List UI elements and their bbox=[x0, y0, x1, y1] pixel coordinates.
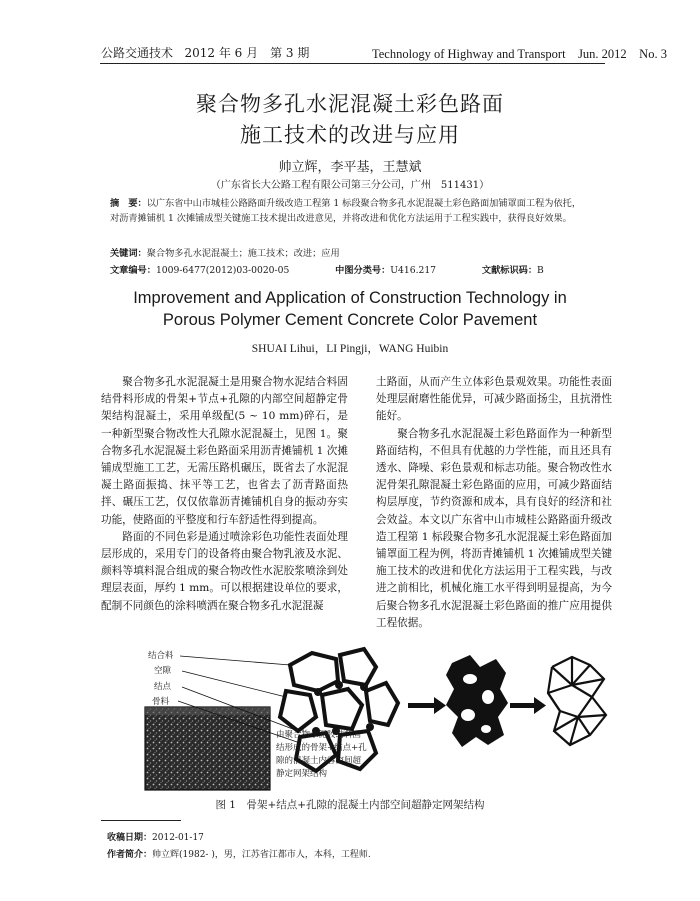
author-bio-value: 帅立辉(1982- )，男，江苏省江都市人，本科，工程师. bbox=[152, 850, 371, 860]
title-en-line2: Porous Polymer Cement Concrete Color Pavement bbox=[162, 311, 538, 329]
running-header-right bbox=[372, 44, 667, 62]
affiliation-cn: （广东省长大公路工程有限公司第三分公司，广州 511431） bbox=[210, 180, 490, 191]
figure-label-binder: 结合料 bbox=[148, 651, 174, 661]
body-left-paragraph-1: 聚合物多孔水泥混凝土是用聚合物水泥结合料固结骨料形成的骨架+节点+孔隙的内部空间超静定骨架结构混凝土，采用单级配(5 ~ 10 mm)碎石，是一种新型聚合物改性大孔隙水泥混凝土，见图 1。聚合物多孔水泥混凝土彩色路面采用沥青摊铺机 1 次摊铺成型施工工艺，无需压路机碾压，既省去了水泥混凝土路面振捣、抹平等工艺，也省去了沥青路面热拌、碾压工艺，仅仅依靠沥青摊铺机自身的振动夯实功能，使路面的平整度和行车舒适性得到提高。 bbox=[101, 376, 348, 526]
journal-name-cn: 公路交通技术 bbox=[101, 46, 174, 60]
article-id-value: 1009-6477(2012)03-0020-05 bbox=[155, 265, 290, 276]
body-right-paragraph-2: 聚合物多孔水泥混凝土彩色路面作为一种新型路面结构，不但具有优越的力学性能，而且还具有透水、降噪、彩色景观和标志功能。聚合物改性水泥骨架孔隙混凝土彩色路面的应用，可减少路面结构层厚度，节约资源和成本，具有良好的经济和社会效益。本文以广东省中山市城桂公路路面升级改造工程第 1 标段聚合物多孔水泥混凝土彩色路面加铺罩面工程为例，将沥青摊铺机 1 次摊铺成型关键施工技术的改进和优化方法运用于工程实践，与改进之前相比，机械化施工水平得到明显提高，为今后聚合物多孔水泥混凝土彩色路面的推广应用提供工程依据。 bbox=[376, 427, 612, 629]
figure-1 bbox=[140, 645, 610, 795]
journal-name-en: Technology of Highway and Transport bbox=[372, 47, 566, 61]
title-cn-line2: 施工技术的改进与应用 bbox=[240, 123, 460, 147]
header-rule bbox=[100, 63, 605, 64]
received-value: 2012-01-17 bbox=[152, 833, 204, 843]
article-id-label: 文章编号： bbox=[110, 265, 156, 276]
concrete-sample-block bbox=[145, 707, 270, 790]
body-right-column bbox=[376, 374, 612, 632]
figure-label-void: 空隙 bbox=[154, 666, 172, 676]
keywords-label: 关键词： bbox=[110, 248, 147, 259]
title-en-line1: Improvement and Application of Construction Technology in bbox=[133, 289, 567, 307]
issue-cn: 2012 年 6 月 第 3 期 bbox=[184, 46, 310, 60]
figure-note-line-3: 隙的混凝土内容空间超 bbox=[276, 756, 362, 766]
figure-note-line-2: 结形成的骨架+结点+孔 bbox=[276, 743, 367, 753]
space-truss-network bbox=[548, 657, 606, 745]
figure-1-caption: 图 1 骨架+结点+孔隙的混凝土内部空间超静定网架结构 bbox=[215, 799, 485, 811]
authors-en: SHUAI Lihui，LI Pingji，WANG Huibin bbox=[251, 343, 449, 355]
received-label: 收稿日期： bbox=[107, 833, 153, 843]
clc-label: 中图分类号： bbox=[335, 265, 391, 276]
keywords bbox=[110, 246, 590, 261]
keywords-text: 聚合物多孔水泥混凝土；施工技术；改进；应用 bbox=[146, 248, 340, 259]
issue-en: Jun. 2012 No. 3 bbox=[578, 47, 667, 61]
binder-mass bbox=[446, 655, 508, 747]
article-info bbox=[110, 263, 590, 278]
abstract-text: 以广东省中山市城桂公路路面升级改造工程第 1 标段聚合物多孔水泥混凝土彩色路面加铺罩面工程为依托，对沥青摊铺机 1 次摊铺成型关键施工技术提出改进意见，并将改进和优化方法运用于工程实践中，获得良好效果。 bbox=[110, 198, 582, 224]
footnote-author bbox=[107, 847, 371, 860]
figure-label-aggregate: 骨料 bbox=[152, 697, 170, 707]
figure-note-line-4: 静定网架结构 bbox=[276, 769, 328, 779]
figure-label-node: 结点 bbox=[154, 682, 172, 692]
body-right-paragraph-1: 土路面，从而产生立体彩色景观效果。功能性表面处理层耐磨性能优异，可减少路面扬尘，且抗滑性能好。 bbox=[376, 376, 612, 423]
figure-note bbox=[276, 729, 367, 781]
authors-cn: 帅立辉，李平基，王慧斌 bbox=[278, 160, 422, 175]
doc-code-label: 文献标识码： bbox=[481, 265, 538, 276]
abstract-label: 摘 要： bbox=[110, 198, 147, 209]
footnote-rule bbox=[101, 820, 181, 821]
clc-value: U416.217 bbox=[390, 265, 437, 276]
abstract bbox=[110, 196, 590, 226]
body-left-paragraph-2: 路面的不同色彩是通过喷涂彩色功能性表面处理层形成的，采用专门的设备将由聚合物乳液及水泥、颜料等填料混合组成的聚合物改性水泥胶浆喷涂到处理层表面，厚约 1 mm。可以根据建设单位的要求，配制不同颜色的涂料喷洒在聚合物多孔水泥混凝 bbox=[101, 530, 348, 612]
title-cn-line1: 聚合物多孔水泥混凝土彩色路面 bbox=[196, 92, 504, 116]
figure-note-line-1: 由聚合物水泥胶结料固 bbox=[276, 730, 362, 740]
running-header-left bbox=[101, 44, 309, 61]
footnote-received bbox=[107, 830, 204, 843]
doc-code-value: B bbox=[537, 265, 544, 276]
author-bio-label: 作者简介： bbox=[107, 850, 153, 860]
body-left-column bbox=[101, 374, 348, 615]
figure-1-illustration bbox=[140, 645, 610, 795]
